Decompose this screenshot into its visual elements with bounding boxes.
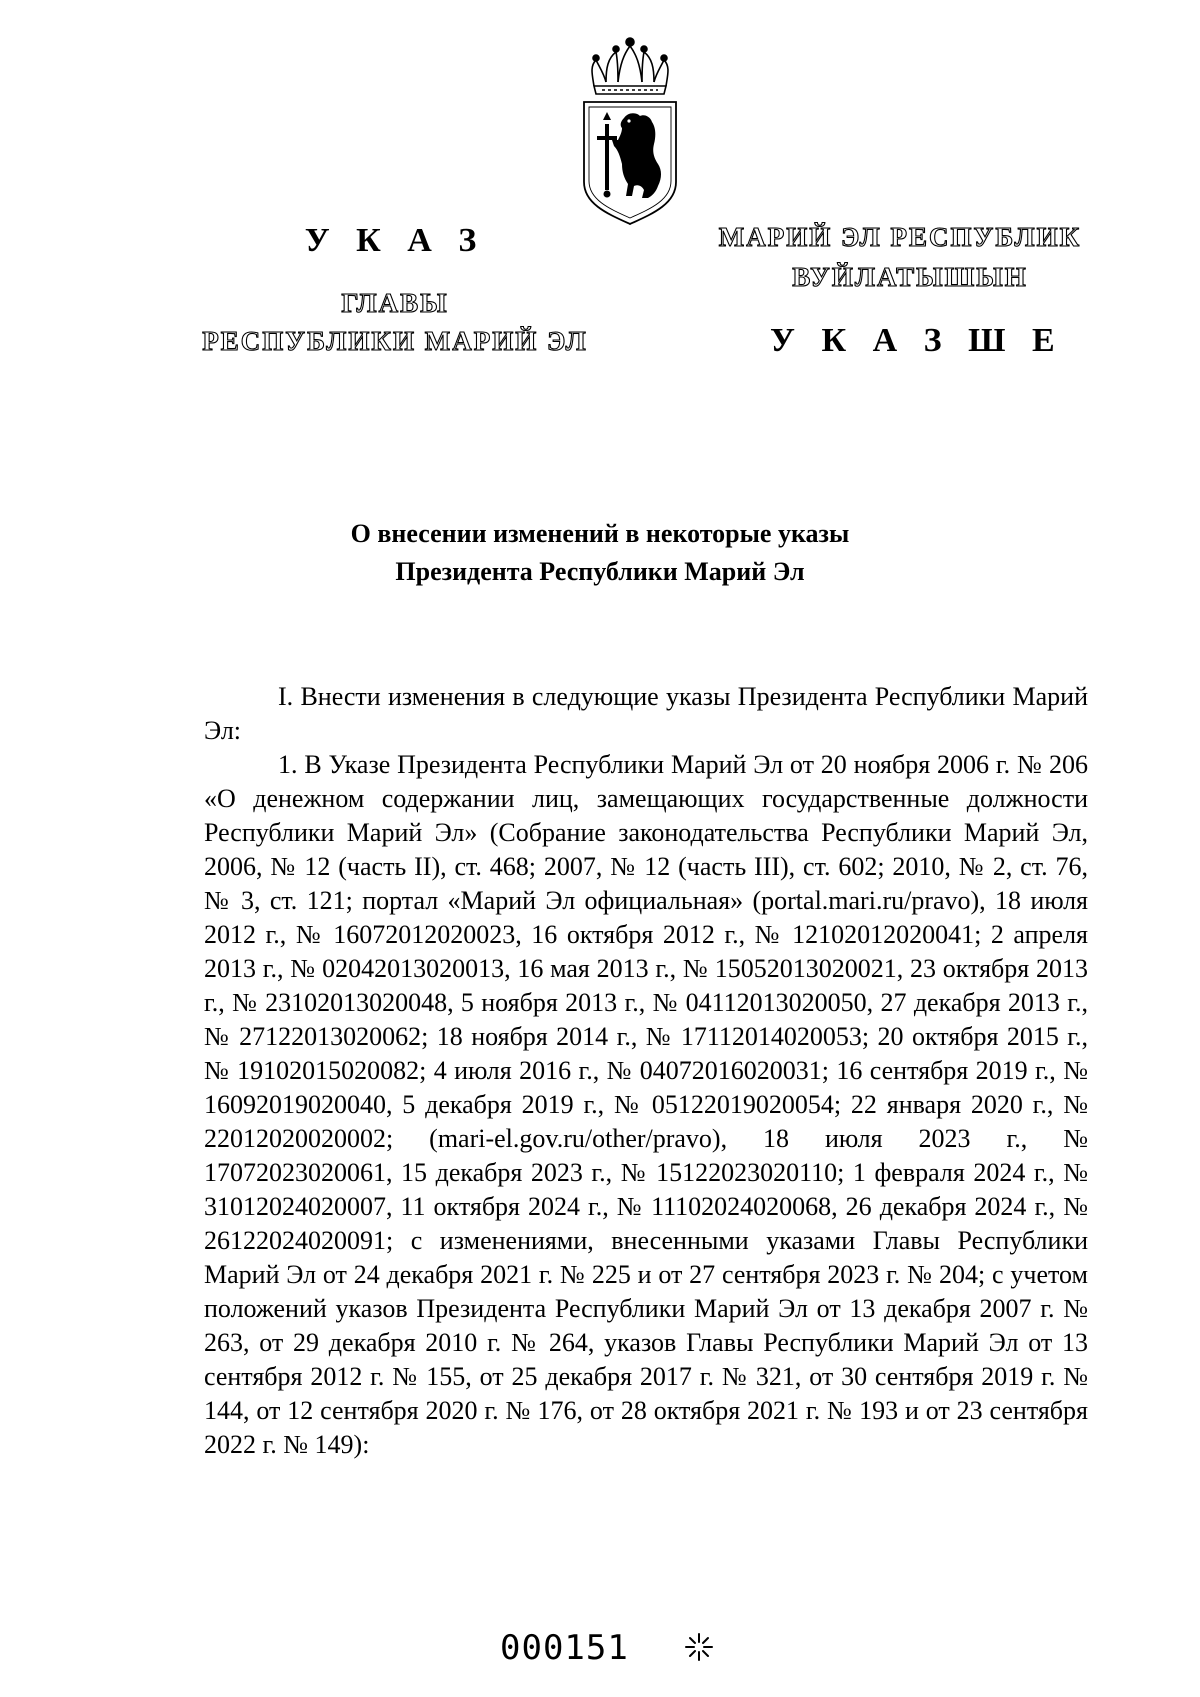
serial-number: 000151 <box>500 1628 629 1668</box>
coat-of-arms-bear-sword-icon <box>582 36 678 226</box>
document-title-line2: Президента Республики Марий Эл <box>395 557 805 586</box>
document-title <box>150 515 1050 591</box>
header-right-title: У К А З Ш Е <box>770 322 1064 359</box>
header-right-line1: МАРИЙ ЭЛ РЕСПУБЛИК <box>718 222 1082 252</box>
paragraph-1: I. Внести изменения в следующие указы Президента Республики Марий Эл: <box>204 682 1088 745</box>
asterisk-ornament-icon <box>682 1630 716 1664</box>
header-right-line2: ВУЙЛАТЫШЫН <box>792 262 1028 292</box>
document-body <box>204 680 1088 1462</box>
document-title-line1: О внесении изменений в некоторые указы <box>350 519 850 548</box>
header-left-line2: РЕСПУБЛИКИ МАРИЙ ЭЛ <box>202 326 588 356</box>
header-left-line1: ГЛАВЫ <box>341 288 449 318</box>
paragraph-2: 1. В Указе Президента Республики Марий Эл от 20 ноября 2006 г. № 206 «О денежном содержании лиц, замещающих государственные должности Республики Марий Эл» (Собрание законодательства Республики Марий Эл, 2006, № 12 (часть II), ст. 468; 2007, № 12 (часть III), ст. 602; 2010, № 2, ст. 76, № 3, ст. 121; портал «Марий Эл официальная» (portal.mari.ru/pravo), 18 июля 2012 г., № 16072012020023, 16 октября 2012 г., № 12102012020041; 2 апреля 2013 г., № 02042013020013, 16 мая 2013 г., № 15052013020021, 23 октября 2013 г., № 23102013020048, 5 ноября 2013 г., № 04112013020050, 27 декабря 2013 г., № 27122013020062; 18 ноября 2014 г., № 17112014020053; 20 октября 2015 г., № 19102015020082; 4 июля 2016 г., № 04072016020031; 16 сентября 2019 г., № 16092019020040, 5 декабря 2019 г., № 05122019020054; 22 января 2020 г., № 22012020020002; (mari-el.gov.ru/other/pravo), 18 июля 2023 г., № 17072023020061, 15 декабря 2023 г., № 15122023020110; 1 февраля 2024 г., № 31012024020007, 11 октября 2024 г., № 11102024020068, 26 декабря 2024 г., № 26122024020091; с изменениями, внесенными указами Главы Республики Марий Эл от 24 декабря 2021 г. № 225 и от 27 сентября 2023 г. № 204; с учетом положений указов Президента Республики Марий Эл от 13 декабря 2007 г. № 263, от 29 декабря 2010 г. № 264, указов Главы Республики Марий Эл от 13 сентября 2012 г. № 155, от 25 декабря 2017 г. № 321, от 30 сентября 2019 г. № 144, от 12 сентября 2020 г. № 176, от 28 октября 2021 г. № 193 и от 23 сентября 2022 г. № 149): <box>204 750 1088 1459</box>
header-left-title: У К А З <box>304 222 486 259</box>
